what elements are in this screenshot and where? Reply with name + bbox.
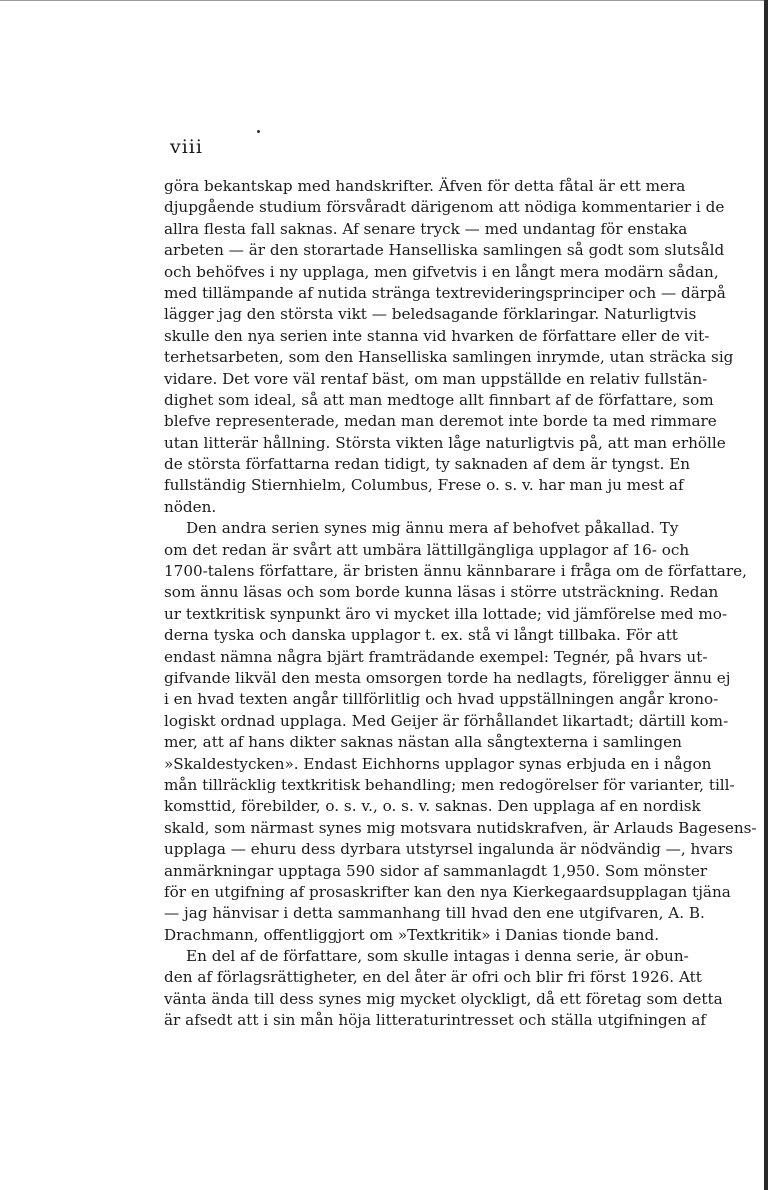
text-line: skald, som närmast synes mig motsvara nutidskrafven, är Arlauds Bagesens- — [164, 818, 757, 837]
text-line: Den andra serien synes mig ännu mera af behofvet påkallad. Ty — [186, 519, 679, 538]
text-line: logiskt ordnad upplaga. Med Geijer är förhållandet likartadt; därtill kom- — [164, 711, 729, 730]
body-text — [164, 176, 757, 1032]
text-line: komsttid, förebilder, o. s. v., o. s. v. saknas. Den upplaga af en nordisk — [164, 797, 701, 816]
text-line: blefve representerade, medan man deremot inte borde ta med rimmare — [164, 412, 717, 431]
text-line: terhetsarbeten, som den Hanselliska samlingen inrymde, utan sträcka sig — [164, 348, 734, 367]
text-line: mer, att af hans dikter saknas nästan alla sångtexterna i samlingen — [164, 733, 682, 752]
text-line: mån tillräcklig textkritisk behandling; men redogörelser för varianter, till- — [164, 775, 735, 794]
text-line: nöden. — [164, 497, 217, 516]
text-line: djupgående studium försvåradt därigenom att nödiga kommentarier i de — [164, 198, 725, 217]
text-line: med tillämpande af nutida stränga textrevideringsprinciper och — därpå — [164, 283, 726, 302]
scan-edge-right — [764, 0, 768, 1190]
text-line: och behöfves i ny upplaga, men gifvetvis i en långt mera modärn sådan, — [164, 262, 719, 281]
text-line: fullständig Stiernhielm, Columbus, Frese o. s. v. har man ju mest af — [164, 476, 684, 495]
text-line: 1700-talens författare, är bristen ännu kännbarare i fråga om de författare, — [164, 562, 747, 581]
text-line: de största författarna redan tidigt, ty saknaden af dem är tyngst. En — [164, 455, 691, 474]
text-line: i en hvad texten angår tillförlitlig och hvad uppställningen angår krono- — [164, 690, 719, 709]
text-line: allra flesta fall saknas. Af senare tryck — med undantag för enstaka — [164, 219, 688, 238]
text-line: Drachmann, offentliggjort om »Textkritik» i Danias tionde band. — [164, 925, 660, 944]
text-line: utan litterär hållning. Största vikten låge naturligtvis på, att man erhölle — [164, 433, 726, 452]
text-line: anmärkningar upptaga 590 sidor af sammanlagdt 1,950. Som mönster — [164, 861, 708, 880]
text-line: den af förlagsrättigheter, en del åter är ofri och blir fri först 1926. Att — [164, 968, 702, 987]
text-line: dighet som ideal, så att man medtoge allt finnbart af de författare, som — [164, 390, 714, 409]
text-line: endast nämna några bjärt framträdande exempel: Tegnér, på hvars ut- — [164, 647, 708, 666]
text-line: vidare. Det vore väl rentaf bäst, om man uppställde en relativ fullstän- — [164, 369, 708, 388]
scan-edge-top — [0, 0, 768, 1]
text-line: skulle den nya serien inte stanna vid hvarken de författare eller de vit- — [164, 326, 710, 345]
ink-speck — [257, 130, 260, 133]
text-line: som ännu läsas och som borde kunna läsas i större utsträckning. Redan — [164, 583, 719, 602]
text-line: derna tyska och danska upplagor t. ex. stå vi långt tillbaka. För att — [164, 626, 678, 645]
text-line: »Skaldestycken». Endast Eichhorns upplagor synas erbjuda en i någon — [164, 754, 712, 773]
text-line: är afsedt att i sin mån höja litteraturintresset och ställa utgifningen af — [164, 1011, 707, 1030]
text-line: — jag hänvisar i detta sammanhang till hvad den ene utgifvaren, A. B. — [164, 904, 705, 923]
text-line: En del af de författare, som skulle intagas i denna serie, är obun- — [186, 947, 689, 966]
text-line: ur textkritisk synpunkt äro vi mycket illa lottade; vid jämförelse med mo- — [164, 604, 728, 623]
text-line: upplaga — ehuru dess dyrbara utstyrsel ingalunda är nödvändig —, hvars — [164, 840, 733, 859]
text-line: gifvande likväl den mesta omsorgen torde ha nedlagts, föreligger ännu ej — [164, 668, 731, 687]
text-line: vänta ända till dess synes mig mycket olyckligt, då ett företag som detta — [164, 989, 723, 1008]
text-line: för en utgifning af prosaskrifter kan den nya Kierkegaardsupplagan tjäna — [164, 882, 731, 901]
text-line: göra bekantskap med handskrifter. Äfven för detta fåtal är ett mera — [164, 177, 686, 195]
text-line: arbeten — är den storartade Hanselliska samlingen så godt som slutsåld — [164, 241, 725, 260]
page-number: viii — [170, 136, 203, 158]
text-line: lägger jag den största vikt — beledsagande förklaringar. Naturligtvis — [164, 305, 697, 324]
text-line: om det redan är svårt att umbära lättillgängliga upplagor af 16- och — [164, 540, 690, 559]
